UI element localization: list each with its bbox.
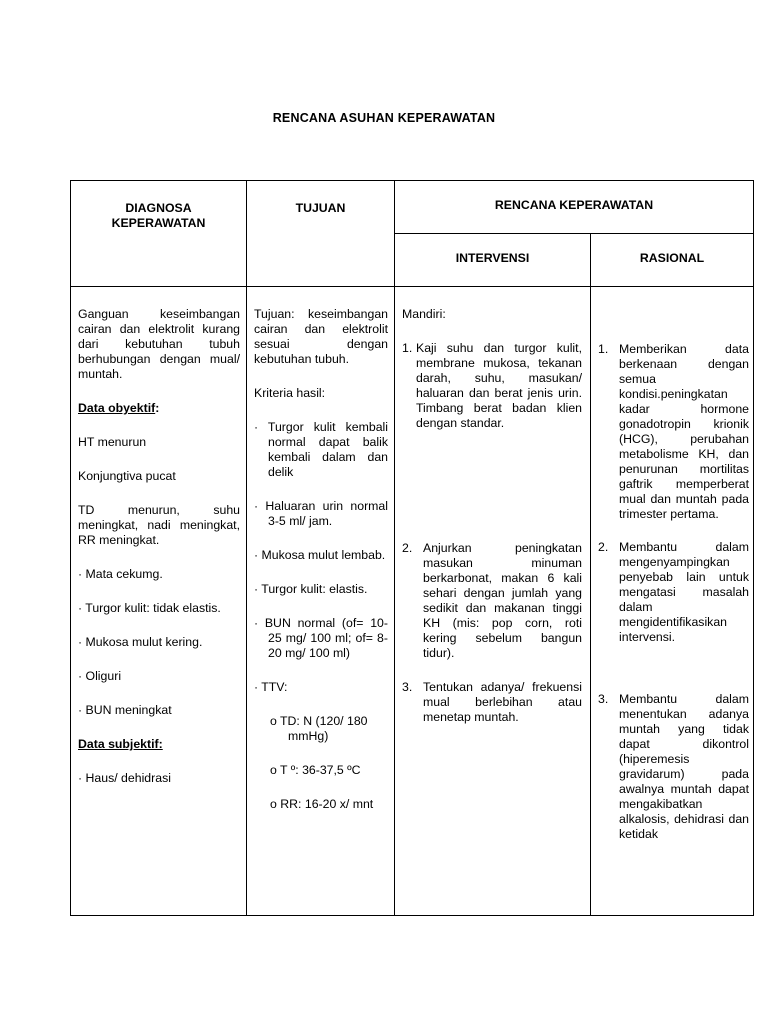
- diagnosa-cell: [71, 287, 247, 916]
- page-title: RENCANA ASUHAN KEPERAWATAN: [272, 111, 496, 125]
- intervensi-list: [402, 341, 582, 725]
- content-row: [71, 287, 754, 916]
- data-obyektif-heading: Data obyektif:: [78, 401, 160, 415]
- rasional-item: 2. Membantu dalam mengenyampingkan penyebab lain untuk mengatasi masalah dalam mengidentifikasikan intervensi.: [598, 540, 749, 644]
- obj-item: Konjungtiva pucat: [78, 469, 176, 483]
- intervensi-item: 1. Kaji suhu dan turgor kulit, membrane mukosa, tekanan darah, suhu, masukan/ haluaran dan berat jenis urin. Timbang berat badan klien dengan standar.: [402, 341, 582, 430]
- obj-bullet: · BUN meningkat: [78, 703, 172, 717]
- subj-item: · Haus/ dehidrasi: [78, 771, 171, 785]
- obj-item: TD menurun, suhu meningkat, nadi meningkat, RR meningkat.: [78, 503, 240, 547]
- kriteria-item: · TTV:: [254, 680, 288, 694]
- data-subjektif-heading: Data subjektif:: [78, 737, 163, 751]
- spacer: [598, 522, 749, 540]
- intervensi-item: 2. Anjurkan peningkatan masukan minuman berkarbonat, makan 6 kali sehari dengan jumlah yang sedikit dan makanan tinggi KH (mis: pop corn, roti kering sebelum bangun tidur).: [402, 541, 582, 660]
- obj-item: HT menurun: [78, 435, 147, 449]
- rasional-item: 3. Membantu dalam menentukan adanya muntah yang tidak dapat dikontrol (hiperemesis gravidarum) pada awalnya muntah dapat mengakibatkan alkalosis, dehidrasi dan ketidak: [598, 692, 749, 841]
- kriteria-item: · Haluaran urin normal 3-5 ml/ jam.: [254, 499, 388, 528]
- header-diagnosa: DIAGNOSA KEPERAWATAN: [71, 181, 247, 287]
- obj-bullet: · Turgor kulit: tidak elastis.: [78, 601, 221, 615]
- obj-bullet: · Oliguri: [78, 669, 122, 683]
- rasional-list: [598, 342, 749, 842]
- kriteria-item: · Turgor kulit: elastis.: [254, 582, 368, 596]
- tujuan-goal: Tujuan: keseimbangan cairan dan elektrolit sesuai dengan kebutuhan tubuh.: [254, 307, 388, 366]
- header-row: [71, 181, 754, 234]
- care-plan-table: [70, 180, 754, 916]
- intervensi-item: 3. Tentukan adanya/ frekuensi mual berlebihan atau menetap muntah.: [402, 680, 582, 724]
- diagnosa-statement: Ganguan keseimbangan cairan dan elektrolit kurang dari kebutuhan tubuh berhubungan dengan mual/ muntah.: [78, 307, 240, 381]
- intervensi-cell: [395, 287, 591, 916]
- header-tujuan: TUJUAN: [247, 181, 395, 287]
- rasional-cell: [591, 287, 754, 916]
- mandiri-label: Mandiri:: [402, 307, 446, 321]
- ttv-item: o TD: N (120/ 180 mmHg): [270, 714, 368, 743]
- tujuan-cell: [247, 287, 395, 916]
- spacer: [402, 431, 582, 541]
- kriteria-item: · Turgor kulit kembali normal dapat balik kembali dalam dan delik: [254, 420, 388, 479]
- kriteria-label: Kriteria hasil:: [254, 386, 326, 400]
- obj-bullet: · Mata cekumg.: [78, 567, 163, 581]
- obj-bullet: · Mukosa mulut kering.: [78, 635, 203, 649]
- ttv-item: o T º: 36-37,5 ºC: [270, 763, 361, 777]
- header-intervensi: INTERVENSI: [395, 234, 591, 287]
- header-rasional: RASIONAL: [591, 234, 754, 287]
- header-rencana: RENCANA KEPERAWATAN: [395, 181, 754, 234]
- kriteria-item: · Mukosa mulut lembab.: [254, 548, 386, 562]
- kriteria-item: · BUN normal (of= 10-25 mg/ 100 ml; of= 8-20 mg/ 100 ml): [254, 616, 388, 660]
- spacer: [598, 645, 749, 692]
- ttv-item: o RR: 16-20 x/ mnt: [270, 797, 374, 811]
- rasional-item: 1. Memberikan data berkenaan dengan semua kondisi.peningkatan kadar hormone gonadotropin krionik (HCG), perubahan metabolisme KH, dan penurunan mortilitas gaftrik memperberat mual dan muntah pada trimester pertama.: [598, 342, 749, 521]
- spacer: [402, 661, 582, 680]
